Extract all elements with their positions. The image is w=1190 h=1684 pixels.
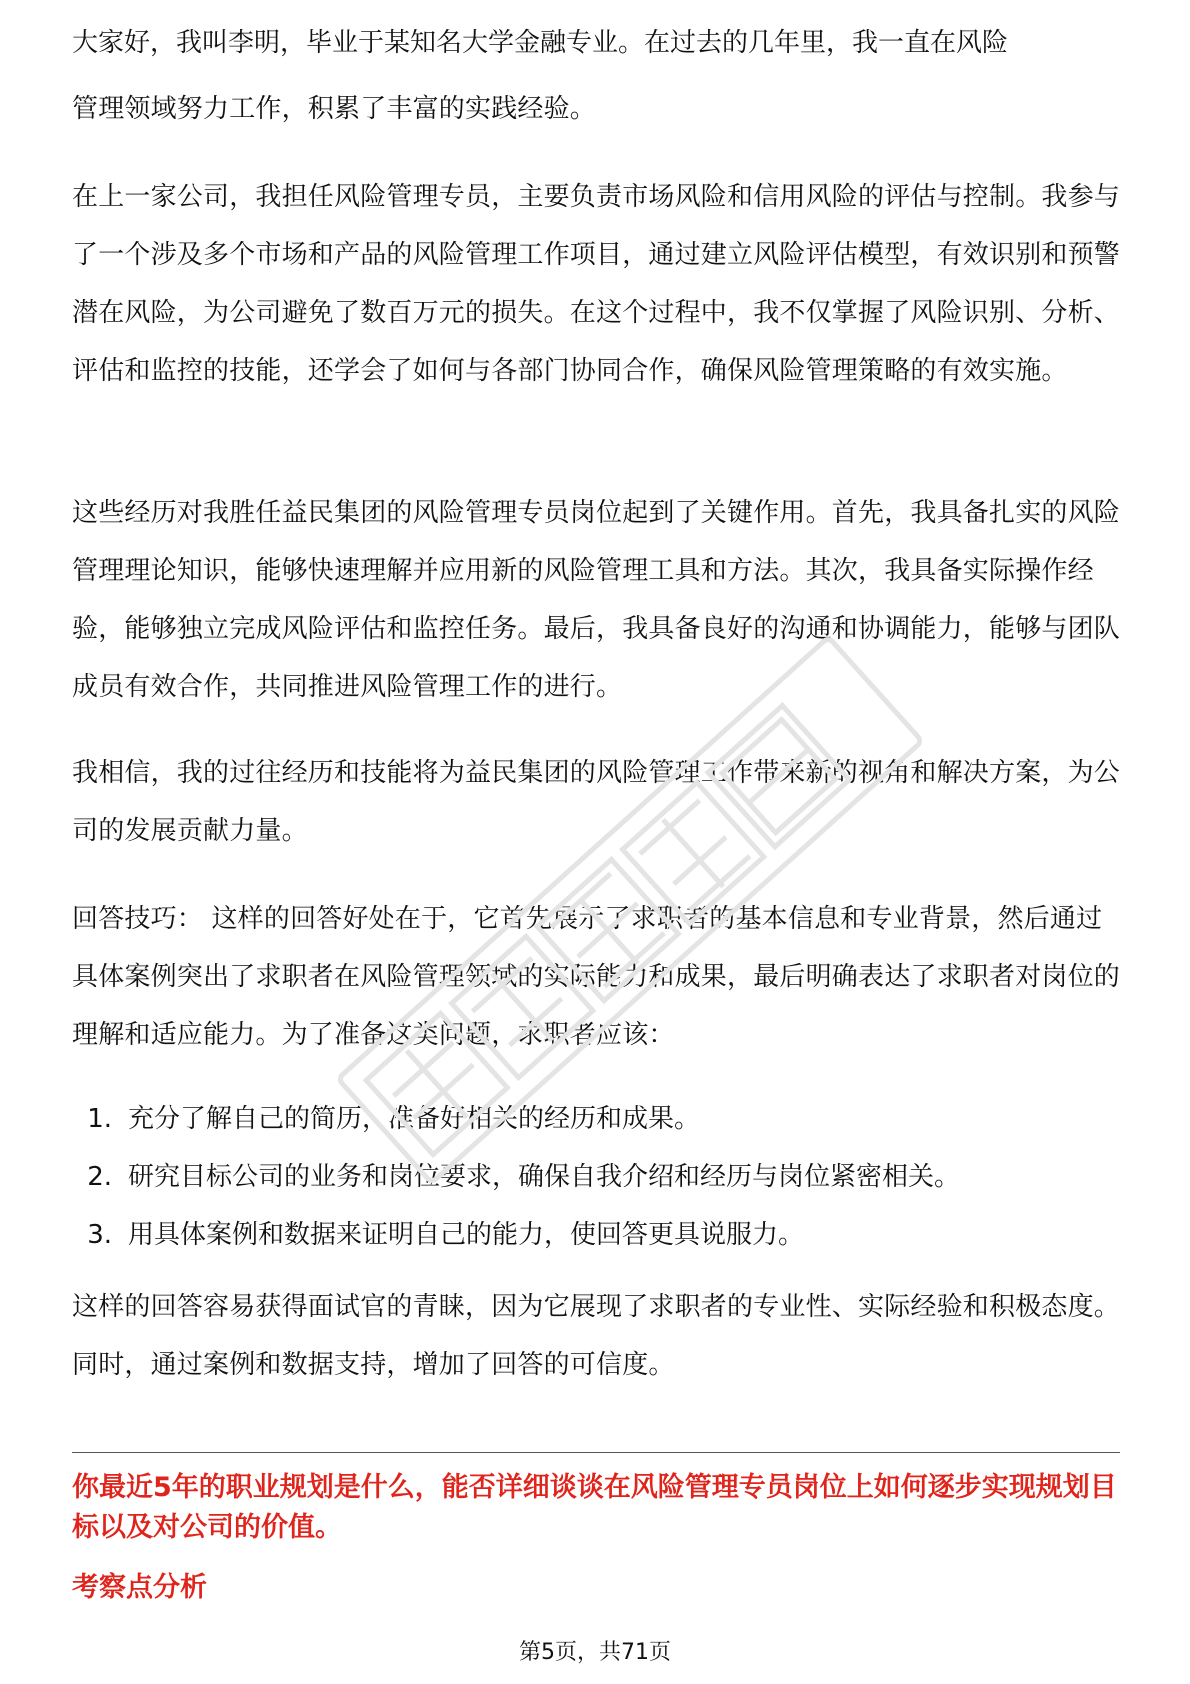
list-item-number: 1. — [87, 1104, 112, 1134]
list-item — [72, 1206, 1120, 1264]
answer-tips: 回答技巧： 这样的回答好处在于，它首先展示了求职者的基本信息和专业背景，然后通过具体案例突出了求职者在风险管理领域的实际能力和成果，最后明确表达了求职者对岗位的理解和适应能力。为了准备这类问题，求职者应该： — [72, 904, 1121, 1050]
paragraph-conclusion: 我相信，我的过往经历和技能将为益民集团的风险管理工作带来新的视角和解决方案，为公司的发展贡献力量。 — [72, 758, 1121, 846]
paragraph-closing: 这样的回答容易获得面试官的青睐，因为它展现了求职者的专业性、实际经验和积极态度。同时，通过案例和数据支持，增加了回答的可信度。 — [72, 1292, 1121, 1380]
cut-off-top-text: 大家好，我叫李明，毕业于某知名大学金融专业。在过去的几年里，我一直在风险 — [72, 28, 1009, 58]
preparation-list — [72, 1090, 1120, 1264]
cut-off-top-line — [72, 28, 1120, 60]
paragraph-previous-job: 在上一家公司，我担任风险管理专员，主要负责市场风险和信用风险的评估与控制。我参与了一个涉及多个市场和产品的风险管理工作项目，通过建立风险评估模型，有效识别和预警潜在风险，为公司避免了数百万元的损失。在这个过程中，我不仅掌握了风险识别、分析、评估和监控的技能，还学会了如何与各部门协同合作，确保风险管理策略的有效实施。 — [72, 182, 1121, 386]
paragraph-qualifications: 这些经历对我胜任益民集团的风险管理专员岗位起到了关键作用。首先，我具备扎实的风险管理理论知识，能够快速理解并应用新的风险管理工具和方法。其次，我具备实际操作经验，能够独立完成风险评估和监控任务。最后，我具备良好的沟通和协调能力，能够与团队成员有效合作，共同推进风险管理工作的进行。 — [72, 498, 1121, 702]
page-number: 第5页，共71页 — [519, 1640, 671, 1665]
list-item — [72, 1148, 1120, 1206]
list-item-text: 用具体案例和数据来证明自己的能力，使回答更具说服力。 — [128, 1220, 805, 1250]
list-item-text: 研究目标公司的业务和岗位要求，确保自我介绍和经历与岗位紧密相关。 — [128, 1162, 961, 1192]
list-item-number: 3. — [87, 1220, 112, 1250]
list-item-number: 2. — [87, 1162, 112, 1192]
analysis-heading: 考察点分析 — [72, 1572, 207, 1603]
list-item — [72, 1090, 1120, 1148]
section-divider — [72, 1452, 1120, 1453]
next-question-heading: 你最近5年的职业规划是什么，能否详细谈谈在风险管理专员岗位上如何逐步实现规划目标以及对公司的价值。 — [72, 1472, 1117, 1543]
paragraph-intro-end: 管理领域努力工作，积累了丰富的实践经验。 — [72, 94, 597, 124]
list-item-text: 充分了解自己的简历，准备好相关的经历和成果。 — [128, 1104, 701, 1134]
